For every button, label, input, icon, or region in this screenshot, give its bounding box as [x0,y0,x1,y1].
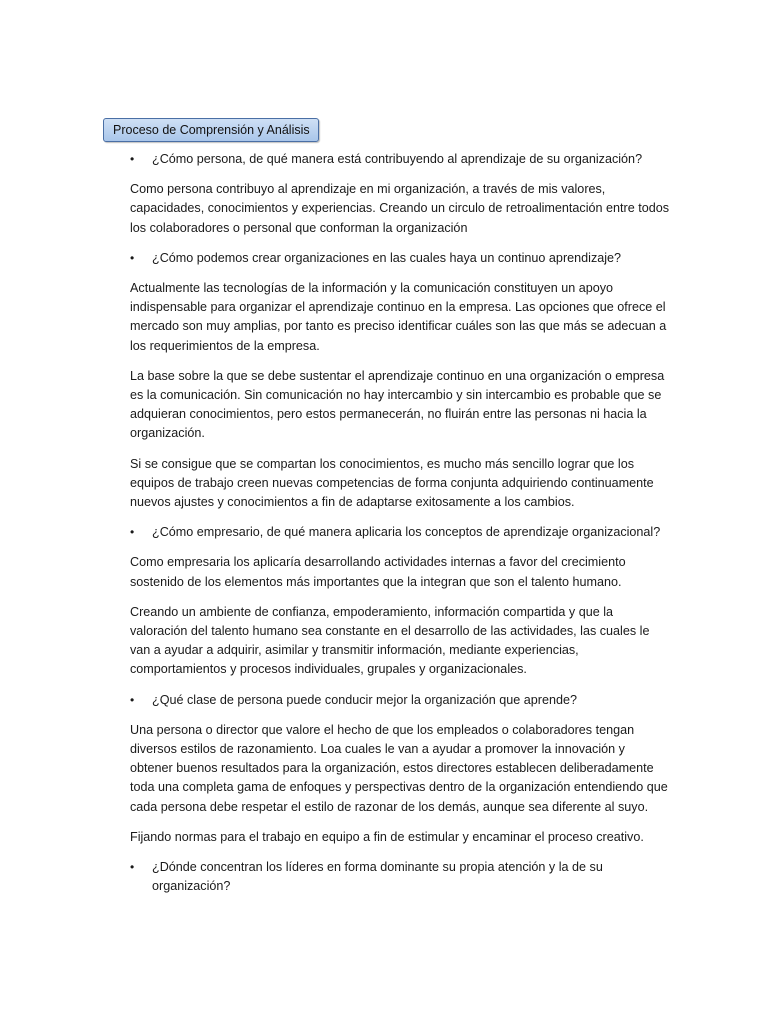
section-heading: Proceso de Comprensión y Análisis [103,118,319,142]
answer-paragraph-7: Una persona o director que valore el hecho de que los empleados o colaboradores tengan diversos estilos de razonamiento. Loa cuales le van a ayudar a promover la innovación y obtener buenos resultados para la organización, estos directores establecen deliberadamente toda una completa gama de enfoques y perspectivas dentro de la organización entendiendo que cada persona debe respetar el estilo de razonar de los demás, aunque sea diferente al suyo. [130,722,668,814]
question-bullet-4 [130,691,670,710]
answer-paragraph-5: Como empresaria los aplicaría desarrollando actividades internas a favor del crecimiento sostenido de los elementos más importantes que la integran que son el talento humano. [130,555,626,589]
question-text: ¿Cómo persona, de qué manera está contribuyendo al aprendizaje de su organización? [152,152,643,166]
bullet-marker: • [130,860,135,875]
question-text: ¿Cómo empresario, de qué manera aplicaria los conceptos de aprendizaje organizacional? [152,525,661,540]
answer-paragraph-1: Como persona contribuyo al aprendizaje en mi organización, a través de mis valores, capacidades, conocimientos y experiencias. Creando un circulo de retroalimentación entre todos los colaboradores o personal que conforman la organización [130,182,670,235]
document-body [130,150,670,908]
answer-paragraph-6: Creando un ambiente de confianza, empoderamiento, información compartida y que la valoración del talento humano sea constante en el desarrollo de las actividades, las cuales le van a ayudar a adquirir, asimilar y transmitir información, mediante experiencias, comportamientos y procesos individuales, grupales y organizacionales. [130,604,650,677]
question-text: ¿Cómo podemos crear organizaciones en las cuales haya un continuo aprendizaje? [152,250,622,265]
answer-paragraph-3: La base sobre la que se debe sustentar el aprendizaje continuo en una organización o empresa es la comunicación. Sin comunicación no hay intercambio y sin intercambio es probable que se adquieran conocimientos, pero estos permanecerán, no fluirán entre las personas ni hacia la organización. [130,368,665,441]
bullet-marker: • [130,250,135,265]
question-bullet-5 [130,858,670,896]
answer-paragraph-2: Actualmente las tecnologías de la información y la comunicación constituyen un apoyo indispensable para organizar el aprendizaje continuo en la empresa. Las opciones que ofrece el mercado son muy amplias, por tanto es preciso identificar cuáles son las que más se adecuan a los requerimientos de la empresa. [130,281,667,353]
question-bullet-2 [130,249,670,268]
bullet-marker: • [130,525,135,540]
question-text: ¿Dónde concentran los líderes en forma dominante su propia atención y la de su organización? [152,860,603,894]
bullet-marker: • [130,152,135,166]
bullet-marker: • [130,692,135,707]
question-bullet-1 [130,150,670,169]
answer-paragraph-8: Fijando normas para el trabajo en equipo a fin de estimular y encaminar el proceso creativo. [130,829,644,844]
question-text: ¿Qué clase de persona puede conducir mejor la organización que aprende? [152,692,577,707]
answer-paragraph-4: Si se consigue que se compartan los conocimientos, es mucho más sencillo lograr que los equipos de trabajo creen nuevas competencias de forma conjunta adquiriendo continuamente nuevos ajustes y conocimientos a fin de adaptarse exitosamente a los cambios. [130,456,654,510]
question-bullet-3 [130,523,670,542]
